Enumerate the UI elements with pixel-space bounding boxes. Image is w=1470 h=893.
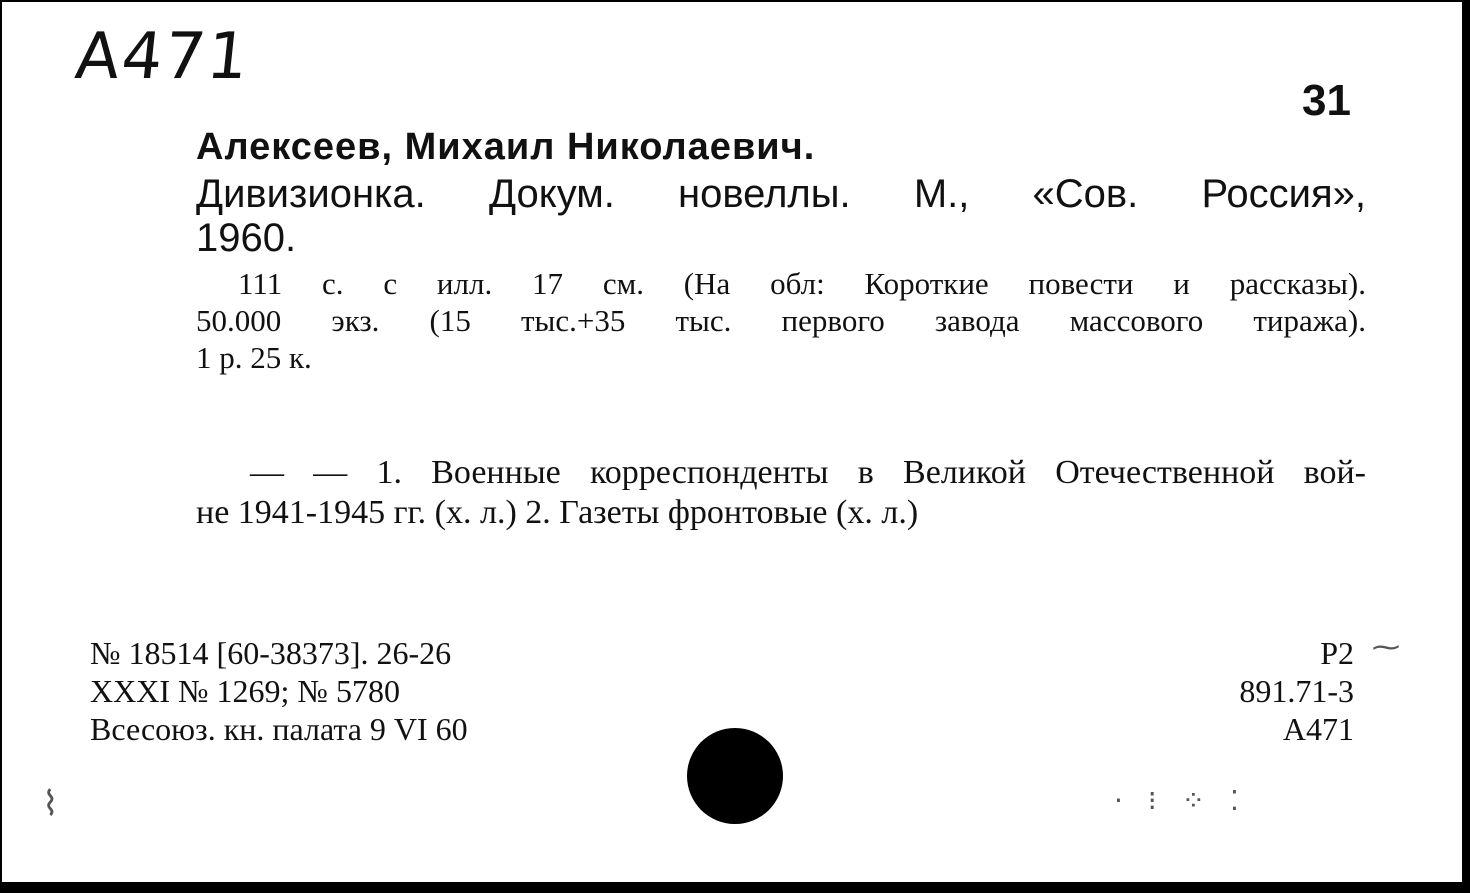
footer-right-line: А471 [1282,711,1354,747]
stamp-mark-icon: ⁓ [1372,630,1400,663]
title-line: Дивизионка. Докум. новеллы. М., «Сов. Россия», [196,172,1366,216]
footer-left-line: XXXI № 1269; № 5780 [90,673,400,709]
subject-headings-line1: — — 1. Военные корреспонденты в Великой Отечественной вой- [250,454,1366,491]
price: 1 р. 25 к. [196,340,312,375]
catalog-card [2,2,1466,882]
handwritten-shelf-code: A471 [72,20,254,94]
footer-left-line: Всесоюз. кн. палата 9 VI 60 [90,711,468,747]
print-run: 50.000 экз. (15 тыс.+35 тыс. первого завода массового тиража). [196,303,1366,338]
author-heading: Алексеев, Михаил Николаевич. [196,126,816,168]
punch-hole [687,728,783,824]
footer-registration [90,634,468,748]
footer-right-line: 891.71-3 [1239,673,1354,709]
footer-classification [1239,634,1354,748]
footer-right-line: Р2 [1320,635,1354,671]
page-number: 31 [1302,76,1351,125]
publication-year: 1960. [196,216,297,260]
physical-description: 111 с. с илл. 17 см. (На обл: Короткие повести и рассказы). [238,266,1366,301]
footer-left-line: № 18514 [60-38373]. 26-26 [90,635,452,671]
scribble-mark-icon: ⌇ [42,784,59,824]
subject-headings-line2: не 1941-1945 гг. (х. л.) 2. Газеты фронтовые (х. л.) [196,494,919,531]
faint-marks-icon: · ⁝ ⁘ ⁚ [1114,784,1247,817]
